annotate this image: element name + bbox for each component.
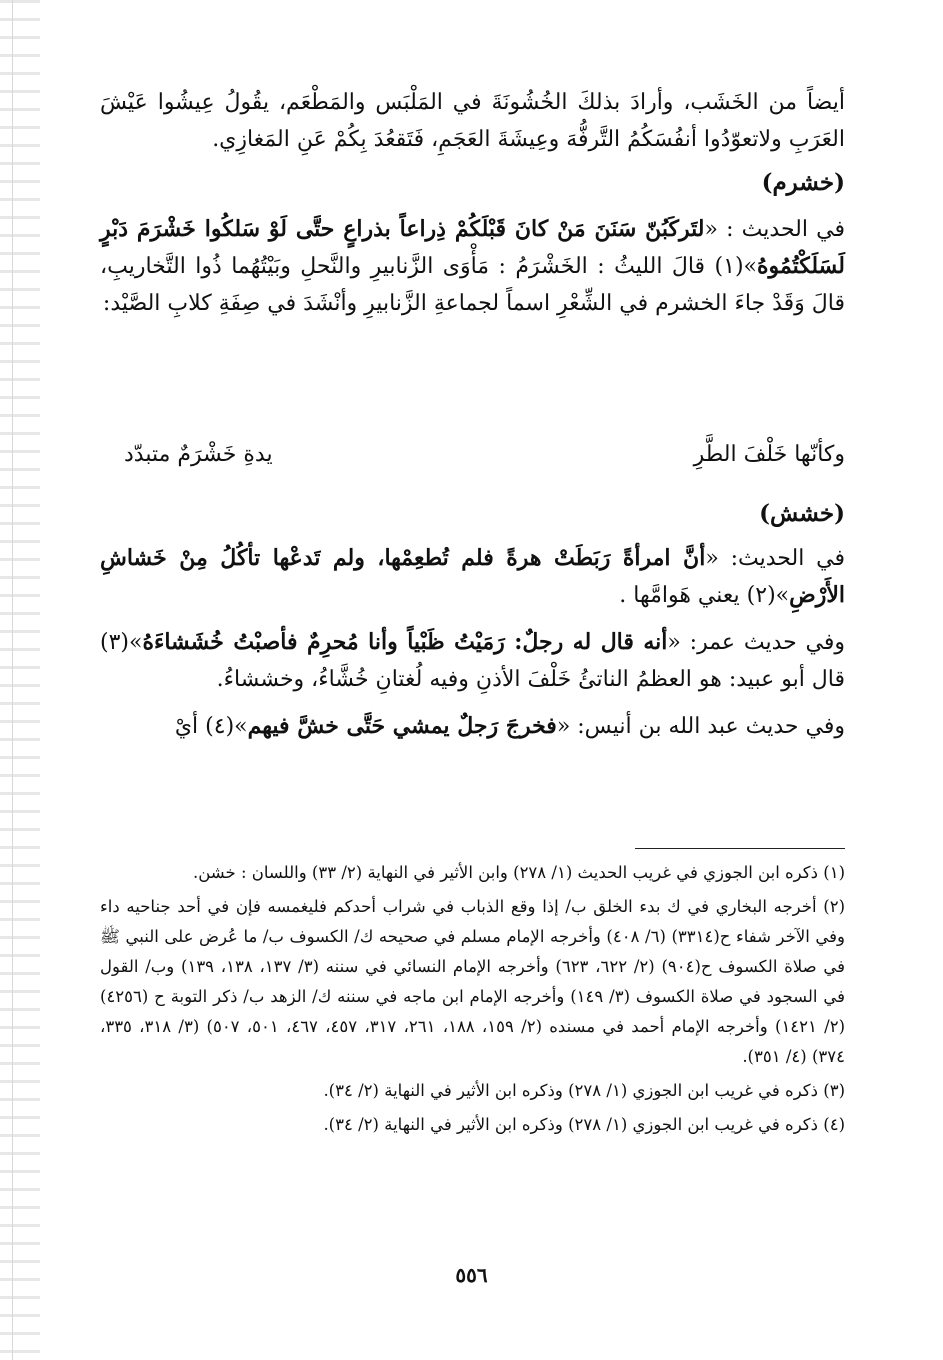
paragraph-4 xyxy=(100,624,845,698)
paragraph-5 xyxy=(100,708,845,745)
entry-heading-khashash: (خشش) xyxy=(759,500,845,527)
main-text-upper xyxy=(100,84,845,328)
page-number: ٥٥٦ xyxy=(455,1263,488,1287)
paragraph-4-lead: وفي حديث عمر: « xyxy=(667,630,846,655)
poetry-verse xyxy=(100,442,845,482)
verse-first-hemistich: وكأنّها خَلْفَ الطَّرِ xyxy=(693,442,845,467)
footnote-1: (١) ذكره ابن الجوزي في غريب الحديث (١/ ٢٧٨) وابن الأثير في النهاية (٢/ ٣٣) واللسان : خشن. xyxy=(192,863,845,882)
entry-heading-khashram: (خشرم) xyxy=(761,169,845,196)
main-text-lower xyxy=(100,540,845,755)
paragraph-2 xyxy=(100,211,845,322)
hadith-quote-1: لتَركَبُنّ سَنَنَ مَنْ كانَ قَبْلَكُمْ ذِراعاً بذراعٍ حتَّى لَوْ سَلكُوا خَشْرَمَ دَبْرٍ لَسَلَكْتُمُوهُ xyxy=(100,216,845,279)
footnotes xyxy=(100,858,845,1144)
verse-second-hemistich: يدةِ خَشْرَمٌ متبدّد xyxy=(124,442,273,467)
hadith-quote-4: فخرجَ رَجلٌ يمشي حَتَّى خشَّ فيهم xyxy=(247,713,557,739)
paragraph-4-rest: »(٣) قال أبو عبيد: هو العظمُ الناتئُ خَلْفَ الأذنِ وفيه لُغتانِ خُشَّاءُ، وخششاءُ. xyxy=(100,630,845,692)
paragraph-3 xyxy=(100,540,845,614)
footnote-separator xyxy=(635,848,845,849)
hadith-quote-3: أنه قال له رجلٌ: رَمَيْتُ ظَبْياً وأنا مُحرِمٌ فأصبْتُ خُشَشاءَهُ xyxy=(142,629,668,655)
paragraph-1: أيضاً من الخَشَب، وأرادَ بذلكَ الخُشُونَةَ في المَلْبَس والمَطْعَم، يقُولُ عِيشُوا عَيْشَ العَرَبِ ولاتعوّدُوا أنفُسَكُمُ التَّرفُّهَ وعِيشَةَ العَجَمِ، فَتَقعُدَ بِكُمْ عَنِ المَغازِي. xyxy=(100,90,845,152)
hadith-quote-2: أنَّ امرأةً رَبَطَتْ هرةً فلم تُطعِمْها، ولم تَدعْها تأكُلُ مِنْ خَشاشِ الأَرْضِ xyxy=(100,545,845,608)
footnote-3: (٣) ذكره في غريب ابن الجوزي (١/ ٢٧٨) وذكره ابن الأثير في النهاية (٢/ ٣٤). xyxy=(323,1081,845,1100)
paragraph-3-rest: »(٢) يعني هَوامَّها . xyxy=(619,583,790,608)
binding-line xyxy=(12,0,13,1360)
paragraph-3-lead: في الحديث: « xyxy=(705,546,845,571)
binding-edge xyxy=(0,0,40,1360)
footnote-2: (٢) أخرجه البخاري في ك بدء الخلق ب/ إذا وقع الذباب في شراب أحدكم فليغمسه فإن في أحد جناحيه داء وفي الآخر شفاء ح(٣٣١٤) (٦/ ٤٠٨) وأخرجه الإمام مسلم في صحيحه ك/ الكسوف ب/ ما عُرض على النبي ﷺ في صلاة الكسوف ح(٩٠٤) (٢/ ٦٢٢، ٦٢٣) وأخرجه الإمام النسائي في سننه (٣/ ١٣٧، ١٣٨، ١٣٩) وب/ القول في السجود في صلاة الكسوف (٣/ ١٤٩) وأخرجه الإمام ابن ماجه في سننه ك/ الزهد ب/ ذكر التوبة ح (٤٢٥٦) (٢/ ١٤٢١) وأخرجه الإمام أحمد في مسنده (٢/ ١٥٩، ١٨٨، ٢٦١، ٣١٧، ٤٥٧، ٤٦٧، ٥٠١، ٥٠٧) (٣/ ٣١٨، ٣٣٥، ٣٧٤) (٤/ ٣٥١). xyxy=(100,897,846,1066)
paragraph-5-rest: »(٤) أيْ xyxy=(174,714,248,739)
paragraph-5-lead: وفي حديث عبد الله بن أنيس: « xyxy=(556,714,845,739)
paragraph-2-lead: في الحديث : « xyxy=(704,217,845,242)
footnote-4: (٤) ذكره في غريب ابن الجوزي (١/ ٢٧٨) وذكره ابن الأثير في النهاية (٢/ ٣٤). xyxy=(323,1115,845,1134)
paragraph-2-rest: »(١) قالَ الليثُ : الخَشْرَمُ : مَأْوَى الزَّنابيرِ والنَّحلِ وبَيْتُهُما ذُوا التَّخاريبِ، قالَ وَقَدْ جاءَ الخشرم في الشِّعْرِ اسماً لجماعةِ الزَّنابيرِ وأنْشَدَ في صِفَةِ كلابِ الصَّيْد: xyxy=(100,254,845,316)
